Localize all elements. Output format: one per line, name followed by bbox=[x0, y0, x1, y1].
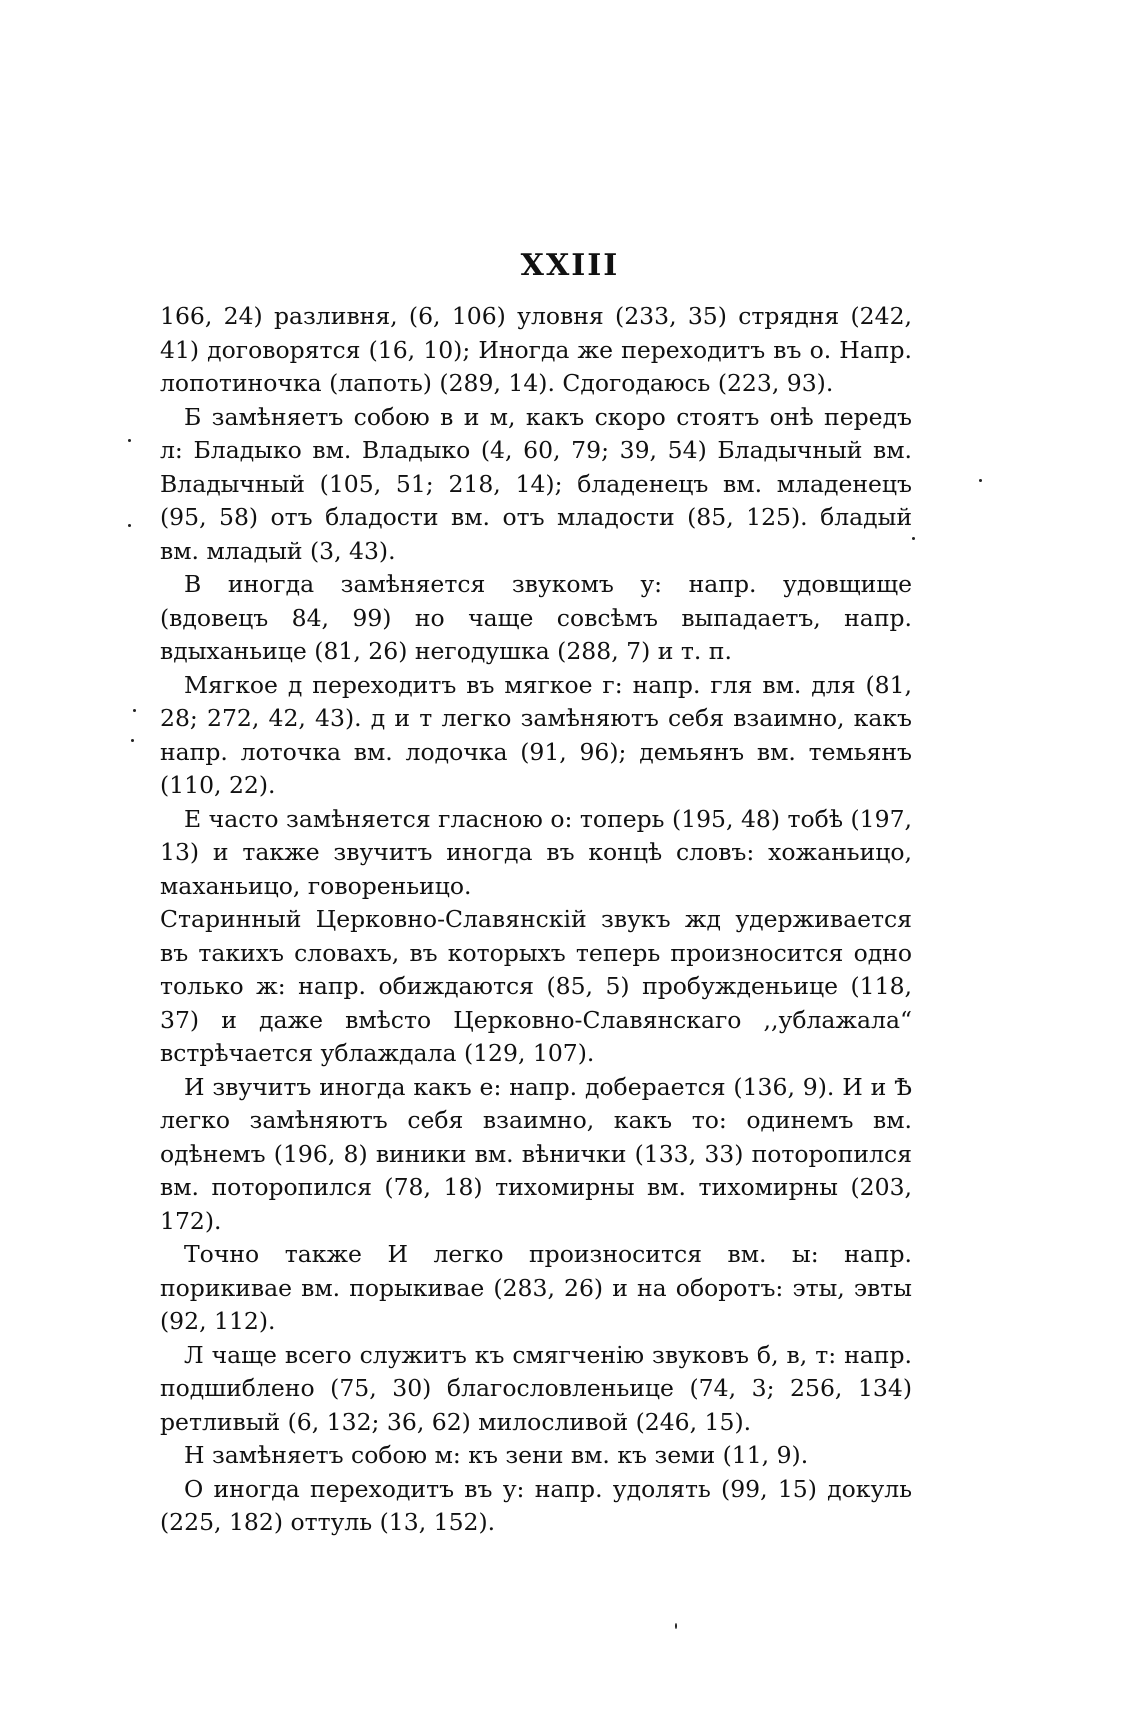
paragraph: И звучитъ иногда какъ е: напр. доберается (136, 9). И и Ѣ легко замѣняютъ себя взаимно, какъ то: одинемъ вм. одѣнемъ (196, 8) виники вм. вѣнички (133, 33) поторопился вм. поторопился (78, 18) тихомирны вм. тихомирны (203, 172). bbox=[160, 1072, 912, 1235]
paragraph: Б замѣняетъ собою в и м, какъ скоро стоятъ онѣ передъ л: Бладыко вм. Владыко (4, 60, 79; 39, 54) Бладычный вм. Владычный (105, 51; 218, 14); бладенецъ вм. младенецъ (95, 58) отъ бладости вм. отъ младости (85, 125). бладый вм. младый (3, 43). bbox=[160, 402, 912, 565]
scan-speck bbox=[128, 439, 131, 442]
scan-speck bbox=[912, 537, 915, 540]
paragraph: Л чаще всего служитъ къ смягченiю звуковъ б, в, т: напр. подшиблено (75, 30) благословленьице (74, 3; 256, 134) ретливый (6, 132; 36, 62) милосливой (246, 15). bbox=[160, 1340, 912, 1436]
paragraph: Точно также И легко произносится вм. ы: напр. порикивае вм. порыкивае (283, 26) и на оборотъ: эты, эвты (92, 112). bbox=[160, 1240, 912, 1335]
scan-speck bbox=[979, 479, 982, 482]
paragraph: Старинный Церковно-Славянскiй звукъ жд удерживается въ такихъ словахъ, въ которыхъ теперь произносится одно только ж: напр. обиждаются (85, 5) пробужденьице (118, 37) и даже вмѣсто Церковно-Славянскаго ,,ублажала“ встрѣчается ублаждала (129, 107). bbox=[160, 905, 912, 1067]
page-number: XXIII bbox=[520, 248, 620, 283]
paragraph: Мягкое д переходитъ въ мягкое г: напр. гля вм. для (81, 28; 272, 42, 43). д и т легко замѣняютъ себя взаимно, какъ напр. лоточка вм. лодочка (91, 96); демьянъ вм. темьянъ (110, 22). bbox=[160, 670, 912, 799]
scan-speck bbox=[128, 524, 131, 527]
paragraph: О иногда переходитъ въ у: напр. удолять (99, 15) докуль (225, 182) оттуль (13, 152). bbox=[160, 1474, 912, 1536]
scan-speck bbox=[133, 709, 136, 712]
paragraph: Н замѣняетъ собою м: къ зени вм. къ земи (11, 9). bbox=[184, 1441, 809, 1469]
paragraph: Е часто замѣняется гласною о: топерь (195, 48) тобѣ (197, 13) и также звучитъ иногда въ концѣ словъ: хожаньицо, маханьицо, говореньицо. bbox=[160, 804, 912, 900]
body-text bbox=[160, 300, 912, 1540]
scan-speck bbox=[131, 739, 134, 742]
scan-speck bbox=[675, 1623, 677, 1629]
paragraph: 166, 24) разливня, (6, 106) уловня (233, 35) стрядня (242, 41) договорятся (16, 10); Иногда же переходитъ въ о. Напр. лопотиночка (лапоть) (289, 14). Сдогодаюсь (223, 93). bbox=[160, 302, 912, 397]
paragraph: В иногда замѣняется звукомъ у: напр. удовщище (вдовецъ 84, 99) но чаще совсѣмъ выпадаетъ, напр. вдыханьице (81, 26) негодушка (288, 7) и т. п. bbox=[160, 570, 912, 665]
